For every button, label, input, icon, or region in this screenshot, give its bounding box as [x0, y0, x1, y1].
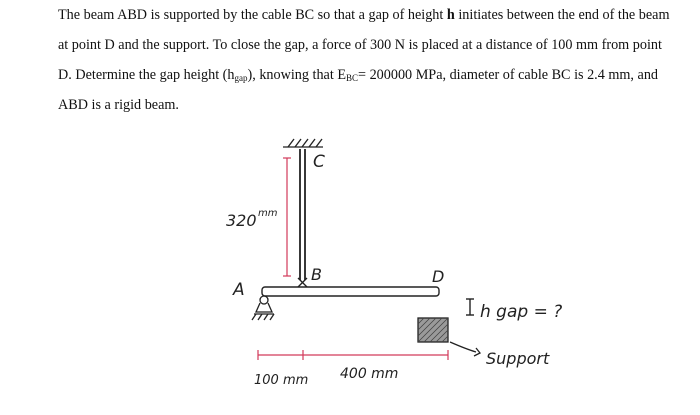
problem-text: D. Determine the gap height (h — [58, 67, 235, 83]
subscript-bc: BC — [346, 73, 359, 83]
support-label: Support — [486, 349, 550, 368]
ceiling-support-icon — [283, 139, 323, 147]
rigid-beam-abd — [262, 287, 439, 296]
support-pointer-arrow — [450, 342, 480, 356]
cable-bc — [300, 149, 305, 280]
problem-bold-h: h — [446, 7, 455, 23]
cable-length-unit: mm — [258, 208, 278, 219]
label-c: C — [313, 152, 325, 172]
support-block-icon — [418, 318, 448, 342]
label-d: D — [432, 267, 445, 286]
problem-text: The beam ABD is supported by the cable BC so that a gap of height — [58, 7, 447, 23]
label-b: B — [311, 265, 322, 284]
cable-length-value: 320 — [226, 211, 257, 230]
problem-text: initiates between the end of the beam — [454, 7, 670, 23]
dimension-100mm: 100 mm — [254, 373, 309, 388]
problem-line-2: at point D and the support. To close the gap, a force of 300 N is placed at a distance of 100 mm from point — [58, 37, 662, 53]
problem-line-4: ABD is a rigid beam. — [58, 97, 179, 113]
gap-indicator — [466, 299, 474, 315]
problem-text: ), knowing that E — [247, 67, 347, 83]
dimension-400mm: 400 mm — [340, 366, 399, 382]
cable-connection-b-icon — [298, 278, 307, 287]
label-a: A — [233, 280, 245, 300]
horizontal-dimension — [258, 350, 448, 360]
problem-text: = 200000 MPa, diameter of cable BC is 2.4 mm, and — [358, 67, 659, 83]
subscript-gap: gap — [234, 73, 248, 83]
cable-length-dimension — [283, 158, 291, 276]
pin-support-a-icon — [252, 296, 274, 320]
gap-height-label: h gap = ? — [480, 302, 563, 322]
